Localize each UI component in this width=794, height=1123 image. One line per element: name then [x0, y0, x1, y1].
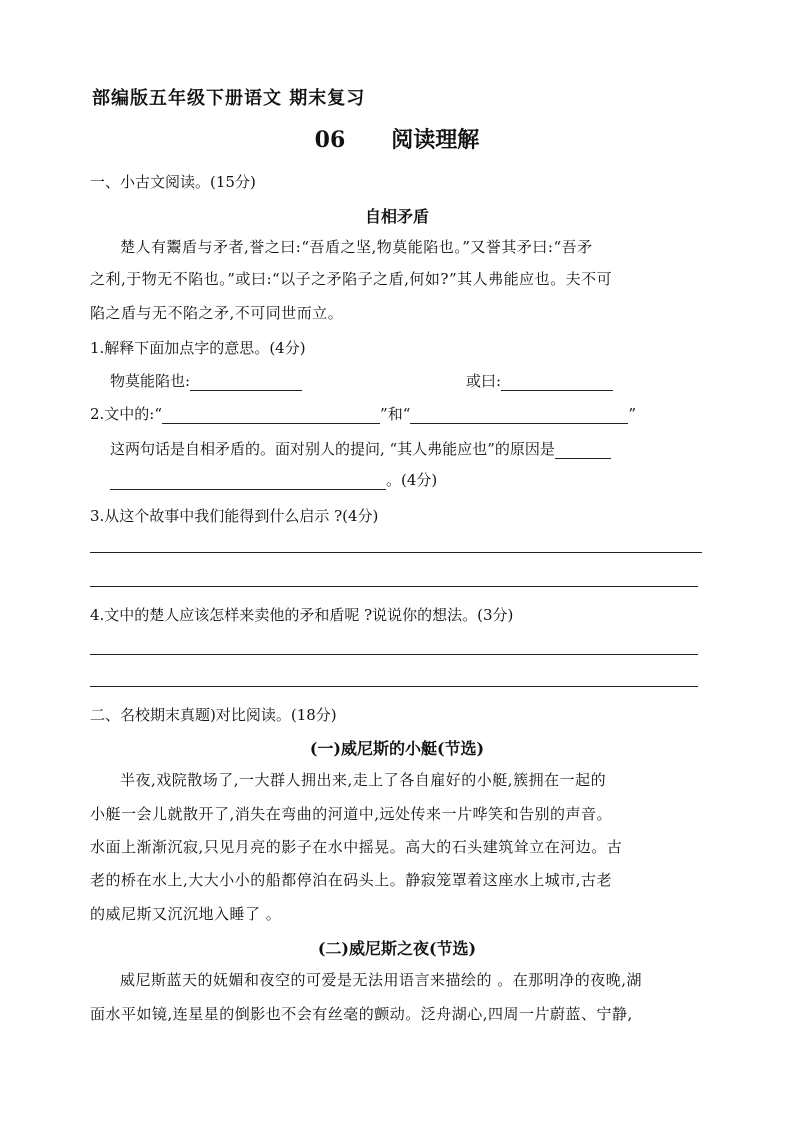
q4-answer-line-1[interactable]: [90, 654, 698, 655]
q2-text: 这两句话是自相矛盾的。面对别人的提问, “其人弗能应也”的原因是: [110, 440, 555, 458]
q1-item-b: [466, 370, 613, 391]
q1-item-a-label: 物莫能陷也:: [110, 372, 191, 390]
passage-1-title: (一)威尼斯的小艇(节选): [309, 739, 485, 758]
q1-answer-a-blank[interactable]: [190, 374, 302, 391]
document-header: 部编版五年级下册语文 期末复习: [92, 88, 366, 109]
passage-2-line-2: 面水平如镜,连星星的倒影也不会有丝毫的颤动。泛舟湖心,四周一片蔚蓝、宁静,: [90, 1005, 633, 1023]
question-1: 1.解释下面加点字的意思。(4分): [90, 339, 306, 357]
q2-reason-blank-2[interactable]: [110, 473, 386, 490]
q2-quote-blank-2[interactable]: [410, 407, 628, 424]
passage-1-line-1: 半夜,戏院散场了,一大群人拥出来,走上了各自雇好的小艇,簇拥在一起的: [120, 771, 607, 789]
q3-answer-line-2[interactable]: [90, 586, 698, 587]
passage-1-line-3: 水面上渐渐沉寂,只见月亮的影子在水中摇晃。高大的石头建筑耸立在河边。古: [90, 838, 623, 856]
passage-2-title: (二)威尼斯之夜(节选): [317, 939, 477, 958]
title-number: 06: [314, 127, 346, 153]
question-2-line-1: [90, 403, 636, 424]
passage-1-line-5: 的威尼斯又沉沉地入睡了 。: [90, 905, 282, 923]
q2-reason-blank-1[interactable]: [555, 442, 611, 459]
q1-item-b-label: 或曰:: [466, 372, 502, 390]
q2-middle: ”和“: [380, 405, 411, 423]
question-4: 4.文中的楚人应该怎样来卖他的矛和盾呢 ?说说你的想法。(3分): [90, 606, 514, 624]
title-text: 阅读理解: [391, 127, 480, 153]
question-3: 3.从这个故事中我们能得到什么启示 ?(4分): [90, 507, 379, 525]
passage-1-line-4: 老的桥在水上,大大小小的船都停泊在码头上。静寂笼罩着这座水上城市,古老: [90, 871, 613, 889]
story-line-2: 之利,于物无不陷也。”或曰:“以子之矛陷子之盾,何如?”其人弗能应也。夫不可: [90, 270, 613, 288]
q4-answer-line-2[interactable]: [90, 686, 698, 687]
q3-answer-line-1[interactable]: [90, 552, 702, 553]
q1-item-a: [110, 370, 302, 391]
passage-1-line-2: 小艇一会儿就散开了,消失在弯曲的河道中,远处传来一片哗笑和告别的声音。: [90, 805, 613, 823]
story-line-1: 楚人有鬻盾与矛者,誉之曰:“吾盾之坚,物莫能陷也。”又誉其矛曰:“吾矛: [120, 238, 593, 256]
story-line-3: 陷之盾与无不陷之矛,不可同世而立。: [90, 304, 344, 322]
question-2-line-2: [110, 438, 611, 459]
q2-prefix: 2.文中的:“: [90, 405, 163, 423]
q1-answer-b-blank[interactable]: [501, 374, 613, 391]
story-title: 自相矛盾: [364, 207, 429, 226]
section1-heading: 一、小古文阅读。(15分): [90, 173, 256, 191]
question-2-line-3: [110, 469, 437, 490]
q2-quote-blank-1[interactable]: [162, 407, 380, 424]
section2-heading: 二、名校期末真题)对比阅读。(18分): [90, 706, 337, 724]
q2-suffix: ”: [628, 405, 637, 423]
passage-2-line-1: 威尼斯蓝天的妩媚和夜空的可爱是无法用语言来描绘的 。在那明净的夜晚,湖: [120, 971, 643, 989]
page-title: [0, 123, 794, 154]
q2-score: 。(4分): [386, 471, 438, 489]
